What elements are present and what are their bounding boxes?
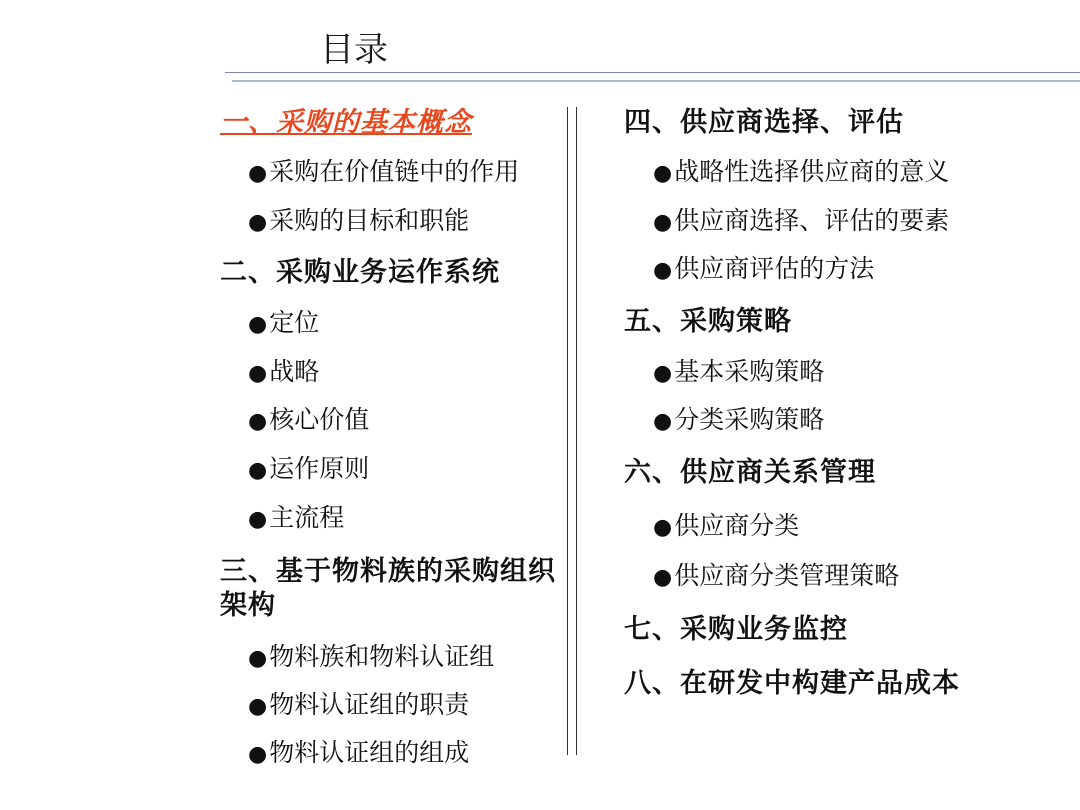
toc-item-label: 战略性选择供应商的意义: [674, 157, 950, 186]
toc-section-2-heading: 二、采购业务运作系统: [220, 257, 500, 288]
bullet-icon: ●: [248, 210, 268, 235]
toc-item: [248, 206, 469, 238]
toc-item: [248, 357, 319, 389]
toc-item: [248, 642, 494, 674]
bullet-icon: ●: [653, 161, 673, 186]
column-divider-left-line: [567, 107, 568, 755]
title-rule-bottom: [232, 80, 1080, 82]
bullet-icon: ●: [248, 694, 268, 719]
bullet-icon: ●: [653, 258, 673, 283]
toc-item-label: 物料族和物料认证组: [269, 642, 495, 671]
title-rule-top: [225, 72, 1080, 73]
toc-item: [653, 206, 949, 238]
toc-item-label: 物料认证组的组成: [269, 738, 470, 767]
toc-item: [248, 157, 519, 189]
bullet-icon: ●: [248, 742, 268, 767]
toc-item: [653, 561, 899, 593]
bullet-icon: ●: [248, 361, 268, 386]
toc-section-3-heading: 三、基于物料族的采购组织架构: [220, 556, 556, 621]
toc-item-label: 核心价值: [269, 405, 370, 434]
bullet-icon: ●: [653, 210, 673, 235]
toc-item: [653, 405, 824, 437]
toc-item-label: 主流程: [269, 503, 345, 532]
toc-section-5-heading: 五、采购策略: [624, 306, 792, 337]
toc-item-label: 供应商分类管理策略: [674, 561, 900, 590]
toc-item: [248, 503, 344, 535]
toc-item-label: 物料认证组的职责: [269, 690, 470, 719]
bullet-icon: ●: [653, 409, 673, 434]
toc-section-1-heading[interactable]: 一、采购的基本概念: [220, 107, 472, 138]
bullet-icon: ●: [653, 361, 673, 386]
bullet-icon: ●: [248, 507, 268, 532]
toc-item: [248, 738, 469, 770]
toc-item: [248, 405, 369, 437]
toc-item-label: 采购的目标和职能: [269, 206, 470, 235]
toc-item-label: 运作原则: [269, 454, 370, 483]
toc-item-label: 定位: [269, 308, 320, 337]
toc-section-7-heading: 七、采购业务监控: [624, 614, 848, 645]
toc-section-8-heading: 八、在研发中构建产品成本: [624, 668, 960, 699]
toc-section-4-heading: 四、供应商选择、评估: [624, 107, 904, 138]
bullet-icon: ●: [653, 515, 673, 540]
bullet-icon: ●: [248, 646, 268, 671]
toc-item-label: 供应商评估的方法: [674, 254, 875, 283]
toc-item-label: 基本采购策略: [674, 357, 825, 386]
toc-item-label: 分类采购策略: [674, 405, 825, 434]
bullet-icon: ●: [248, 409, 268, 434]
column-divider-right-line: [576, 107, 577, 755]
toc-item: [653, 357, 824, 389]
bullet-icon: ●: [248, 161, 268, 186]
toc-item-label: 采购在价值链中的作用: [269, 157, 520, 186]
toc-item: [653, 254, 874, 286]
toc-item: [248, 308, 319, 340]
toc-item: [248, 454, 369, 486]
bullet-icon: ●: [653, 565, 673, 590]
toc-section-6-heading: 六、供应商关系管理: [624, 457, 876, 488]
bullet-icon: ●: [248, 312, 268, 337]
toc-item-label: 供应商分类: [674, 511, 800, 540]
toc-item-label: 战略: [269, 357, 320, 386]
toc-item: [248, 690, 469, 722]
slide-title: 目录: [320, 30, 388, 70]
toc-item: [653, 511, 799, 543]
toc-item: [653, 157, 949, 189]
toc-item-label: 供应商选择、评估的要素: [674, 206, 950, 235]
bullet-icon: ●: [248, 458, 268, 483]
